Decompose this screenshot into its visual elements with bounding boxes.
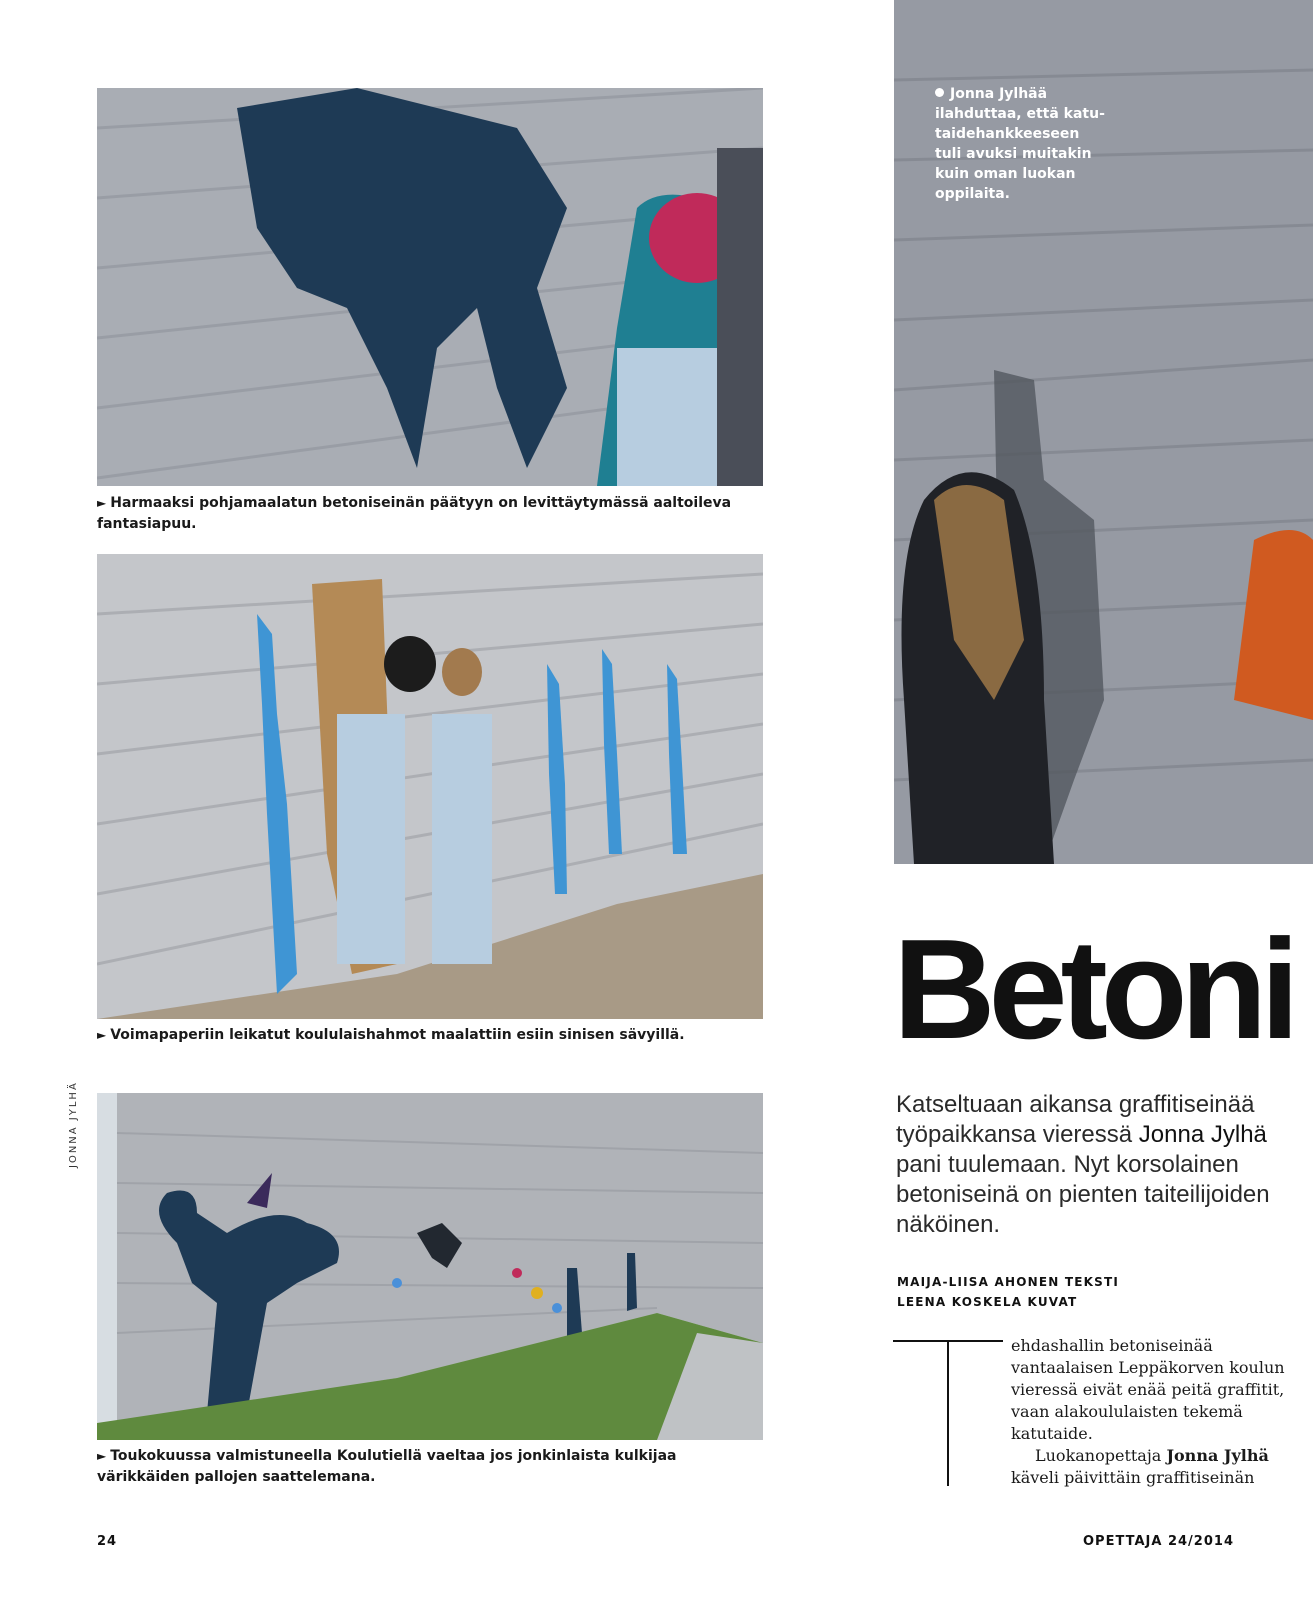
photo-finished-mural: [97, 1093, 763, 1440]
photo-painting-tree: [97, 88, 763, 486]
byline-photographer: LEENA KOSKELA KUVAT: [897, 1295, 1078, 1309]
article-body: [1011, 1335, 1291, 1489]
bullet-icon: [935, 88, 944, 97]
magazine-issue: OPETTAJA 24/2014: [1083, 1534, 1234, 1549]
article-byline: [897, 1272, 1119, 1312]
article-lead: Katseltuaan aikansa graffitiseinää työpaikkansa vieressä Jonna Jylhä pani tuulemaan. Nyt korsolainen betoniseinä on pienten taiteilijoiden näköinen.: [896, 1091, 1270, 1238]
page-number: 24: [97, 1534, 118, 1549]
arrow-right-icon: ►: [97, 1028, 107, 1042]
article-headline: Betoni: [893, 910, 1293, 1069]
arrow-right-icon: ►: [97, 496, 107, 510]
photo-credit: JONNA JYLHÄ: [68, 1081, 79, 1168]
byline-writer: MAIJA-LIISA AHONEN TEKSTI: [897, 1275, 1120, 1289]
lead-person-name: Jonna Jylhä: [1138, 1121, 1267, 1148]
arrow-right-icon: ►: [97, 1449, 107, 1463]
photo-paper-figures: [97, 554, 763, 1019]
photo-caption-middle: ► Voimapaperiin leikatut koululaishahmot maalattiin esiin sinisen sävyillä.: [97, 1027, 685, 1043]
body-paragraph-2: Luokanopettaja Jonna Jylhä käveli päivittäin graffitiseinän: [1011, 1446, 1269, 1487]
photo-caption-top: ► Harmaaksi pohjamaalatun betoniseinän päätyyn on levittäytymässä aaltoileva fantasiapuu.: [97, 495, 732, 532]
body-person-name: Jonna Jylhä: [1166, 1446, 1269, 1465]
photo-caption-overlay: Jonna Jylhää ilahduttaa, että katu-taidehankkeeseen tuli avuksi muitakin kuin oman luokan oppilaita.: [935, 86, 1105, 202]
body-paragraph-1: ehdashallin betoniseinää vantaalaisen Leppäkorven koulun vieressä eivät enää peitä graffitit, vaan alakoululaisten tekemä katutaide.: [1011, 1336, 1285, 1443]
dropcap-t-stem: [947, 1340, 949, 1486]
photo-caption-bottom: ► Toukokuussa valmistuneella Koulutiellä vaeltaa jos jonkinlaista kulkijaa värikkäiden pallojen saattelemana.: [97, 1448, 677, 1485]
